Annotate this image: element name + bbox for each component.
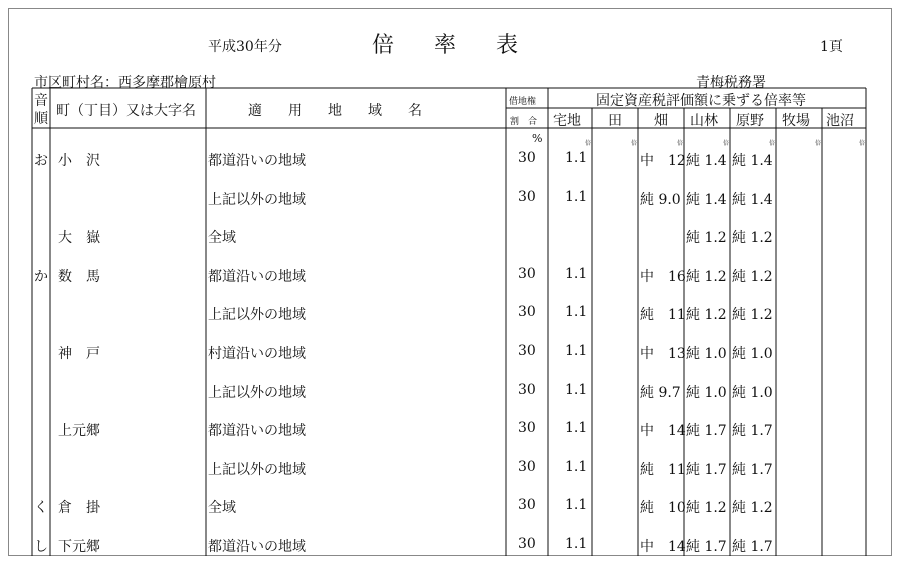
kana-cell: か (34, 268, 48, 285)
kana-cell: く (34, 500, 48, 517)
lease-ratio-cell: 30 (518, 343, 536, 359)
municipality-label: 市区町村名：西多摩郡檜原村 (34, 75, 216, 91)
sanrin-cell: 純 1.2 (686, 268, 727, 285)
hata-cell: 純 10 (640, 500, 686, 517)
takuchi-cell: 1.1 (565, 265, 588, 282)
col-header-takuchi: 宅地 (553, 113, 581, 129)
sanrin-cell: 純 1.4 (686, 153, 727, 169)
col-header-bokujo: 牧場 (782, 113, 810, 129)
area-cell: 都道沿いの地域 (208, 153, 306, 169)
area-cell: 上記以外の地域 (208, 307, 306, 324)
page-number: 1頁 (820, 39, 843, 55)
town-cell: 大 嶽 (58, 230, 100, 247)
takuchi-cell: 1.1 (565, 150, 588, 166)
sanrin-cell: 純 1.2 (686, 500, 727, 517)
hata-cell: 純 9.7 (640, 384, 681, 401)
era-label: 平成30年分 (208, 39, 282, 55)
area-cell: 全域 (208, 500, 236, 517)
area-cell: 上記以外の地域 (208, 191, 306, 208)
kana-cell: し (34, 539, 48, 555)
town-cell: 上元郷 (58, 423, 100, 440)
hata-cell: 純 9.0 (640, 191, 681, 208)
kana-cell: お (34, 153, 48, 169)
town-cell: 小 沢 (58, 153, 100, 169)
hata-cell: 中 13 (640, 346, 686, 362)
lease-ratio-cell: 30 (518, 381, 536, 398)
town-header: 町（丁目）又は大字名 (56, 103, 196, 119)
col-header-sanrin: 山林 (690, 113, 718, 129)
unit-ta: 倍 (631, 140, 638, 147)
takuchi-cell: 1.1 (565, 343, 588, 359)
sanrin-cell: 純 1.0 (686, 346, 727, 362)
percent-unit: % (532, 132, 543, 145)
genya-cell: 純 1.4 (732, 191, 773, 208)
lease-ratio-cell: 30 (518, 420, 536, 437)
area-cell: 上記以外の地域 (208, 461, 306, 478)
takuchi-cell: 1.1 (565, 381, 588, 398)
takuchi-cell: 1.1 (565, 497, 588, 514)
sanrin-cell: 純 1.7 (686, 461, 727, 478)
area-cell: 都道沿いの地域 (208, 268, 306, 285)
unit-hata: 倍 (677, 140, 684, 147)
unit-genya: 倍 (769, 140, 776, 147)
lease-ratio-cell: 30 (518, 150, 536, 166)
multiplier-group-header: 固定資産税評価額に乗ずる倍率等 (596, 93, 806, 109)
takuchi-cell: 1.1 (565, 420, 588, 437)
town-cell: 下元郷 (58, 539, 100, 555)
lease-ratio-cell: 30 (518, 188, 536, 205)
sanrin-cell: 純 1.0 (686, 384, 727, 401)
page-title: 倍率表 (372, 33, 559, 58)
unit-bokujo: 倍 (815, 140, 822, 147)
takuchi-cell: 1.1 (565, 458, 588, 475)
tax-office-label: 青梅税務署 (696, 75, 766, 91)
genya-cell: 純 1.2 (732, 500, 773, 517)
genya-cell: 純 1.7 (732, 423, 773, 440)
town-cell: 神 戸 (58, 346, 100, 362)
sanrin-cell: 純 1.7 (686, 423, 727, 440)
kana-order-header-top: 音 (34, 93, 48, 109)
col-header-ta: 田 (608, 113, 622, 129)
col-header-genya: 原野 (736, 113, 764, 129)
unit-sanrin: 倍 (723, 140, 730, 147)
hata-cell: 中 14 (640, 423, 686, 440)
area-cell: 都道沿いの地域 (208, 423, 306, 440)
sanrin-cell: 純 1.2 (686, 230, 727, 247)
genya-cell: 純 1.4 (732, 153, 773, 169)
hata-cell: 中 16 (640, 268, 686, 285)
area-cell: 村道沿いの地域 (208, 346, 306, 362)
takuchi-cell: 1.1 (565, 536, 588, 552)
lease-ratio-cell: 30 (518, 497, 536, 514)
genya-cell: 純 1.2 (732, 230, 773, 247)
lease-ratio-cell: 30 (518, 304, 536, 321)
kana-order-header-bottom: 順 (34, 111, 48, 127)
unit-chisho: 倍 (859, 140, 866, 147)
genya-cell: 純 1.2 (732, 307, 773, 324)
genya-cell: 純 1.7 (732, 461, 773, 478)
lease-ratio-cell: 30 (518, 458, 536, 475)
sanrin-cell: 純 1.4 (686, 191, 727, 208)
takuchi-cell: 1.1 (565, 304, 588, 321)
takuchi-cell: 1.1 (565, 188, 588, 205)
lease-ratio-cell: 30 (518, 536, 536, 552)
area-cell: 上記以外の地域 (208, 384, 306, 401)
area-cell: 全域 (208, 230, 236, 247)
hata-cell: 純 11 (640, 307, 686, 324)
genya-cell: 純 1.0 (732, 384, 773, 401)
hata-cell: 中 12 (640, 153, 686, 169)
lease-ratio-cell: 30 (518, 265, 536, 282)
sanrin-cell: 純 1.7 (686, 539, 727, 555)
area-cell: 都道沿いの地域 (208, 539, 306, 555)
col-header-hata: 畑 (654, 113, 668, 129)
hata-cell: 純 11 (640, 461, 686, 478)
genya-cell: 純 1.2 (732, 268, 773, 285)
genya-cell: 純 1.7 (732, 539, 773, 555)
sanrin-cell: 純 1.2 (686, 307, 727, 324)
col-header-chisho: 池沼 (826, 113, 854, 129)
town-cell: 数 馬 (58, 268, 100, 285)
unit-takuchi: 倍 (585, 140, 592, 147)
hata-cell: 中 14 (640, 539, 686, 555)
genya-cell: 純 1.0 (732, 346, 773, 362)
lease-ratio-header-top: 借地権 (509, 97, 537, 107)
town-cell: 倉 掛 (58, 500, 100, 517)
area-header: 適 用 地 域 名 (248, 103, 428, 119)
lease-ratio-header-bottom: 割 合 (510, 117, 538, 127)
